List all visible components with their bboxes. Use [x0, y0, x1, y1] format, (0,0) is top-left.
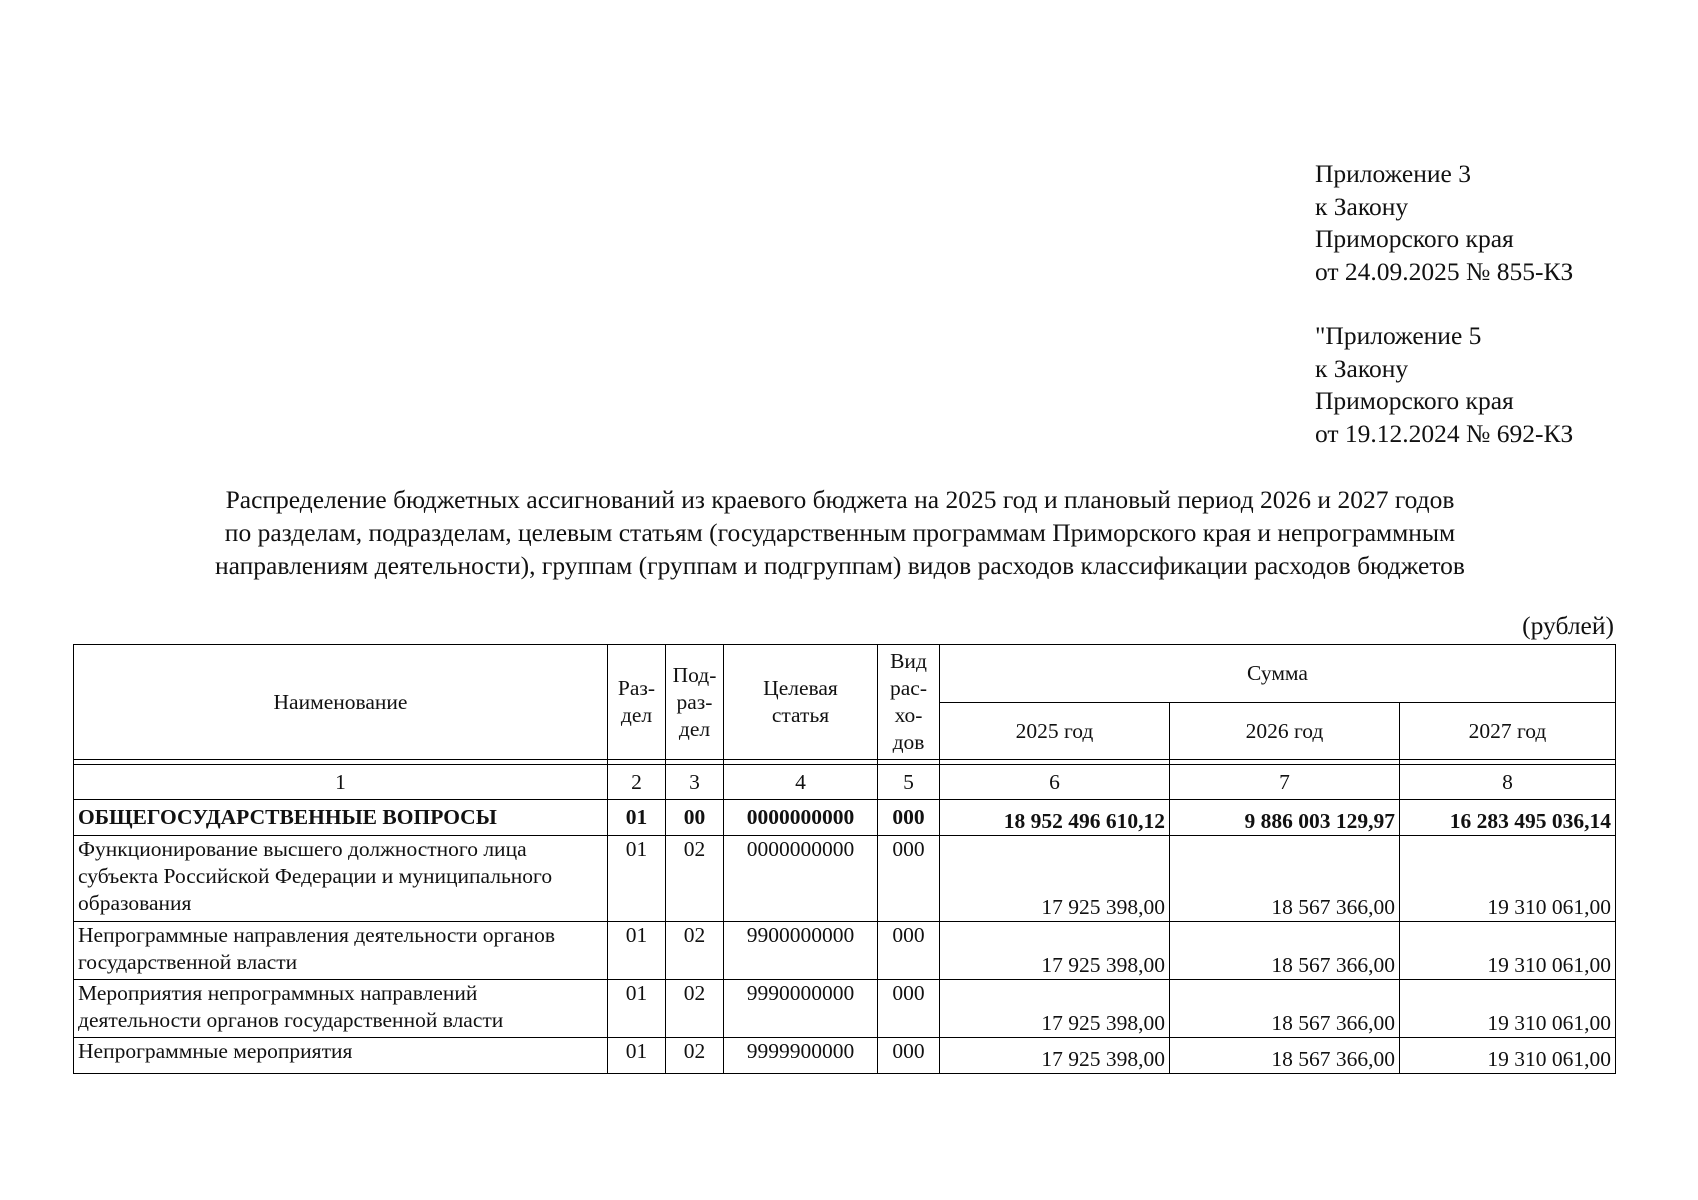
- table-row: [74, 800, 1616, 836]
- row-amount-2026: 18 567 366,00: [1170, 836, 1400, 922]
- annex-current-reference: [1315, 158, 1573, 288]
- column-number: 7: [1170, 765, 1400, 800]
- row-target: 9900000000: [724, 922, 878, 980]
- column-number: 6: [940, 765, 1170, 800]
- document-title: [60, 483, 1620, 582]
- column-number: 4: [724, 765, 878, 800]
- title-line: по разделам, подразделам, целевым статьям (государственным программам Приморского края и непрограммным: [224, 518, 1456, 547]
- row-expense-type: 000: [878, 1038, 940, 1074]
- header-sum: Сумма: [940, 645, 1616, 703]
- row-section: 01: [608, 1038, 666, 1074]
- header-section: Раз- дел: [608, 645, 666, 760]
- row-subsection: 00: [666, 800, 724, 836]
- row-amount-2027: 19 310 061,00: [1400, 1038, 1616, 1074]
- row-subsection: 02: [666, 836, 724, 922]
- row-expense-type: 000: [878, 800, 940, 836]
- column-numbers-row: [74, 765, 1616, 800]
- row-target: 0000000000: [724, 800, 878, 836]
- table-row: [74, 836, 1616, 922]
- header-year-2026: 2026 год: [1170, 703, 1400, 760]
- row-section: 01: [608, 980, 666, 1038]
- row-subsection: 02: [666, 980, 724, 1038]
- annex-amended-reference: [1315, 320, 1573, 450]
- row-section: 01: [608, 836, 666, 922]
- row-amount-2026: 9 886 003 129,97: [1170, 800, 1400, 836]
- row-name: ОБЩЕГОСУДАРСТВЕННЫЕ ВОПРОСЫ: [74, 800, 608, 836]
- row-name: Непрограммные мероприятия: [74, 1038, 608, 1074]
- row-name: Непрограммные направления деятельности органов государственной власти: [74, 922, 608, 980]
- annex-amended-line: к Закону: [1315, 353, 1409, 383]
- title-line: направлениям деятельности), группам (группам и подгруппам) видов расходов классификации расходов бюджетов: [215, 551, 1465, 580]
- column-number: 2: [608, 765, 666, 800]
- table-row: [74, 1038, 1616, 1074]
- row-amount-2027: 19 310 061,00: [1400, 922, 1616, 980]
- row-target: 9999900000: [724, 1038, 878, 1074]
- header-year-2027: 2027 год: [1400, 703, 1616, 760]
- row-subsection: 02: [666, 1038, 724, 1074]
- table-row: [74, 980, 1616, 1038]
- row-amount-2026: 18 567 366,00: [1170, 922, 1400, 980]
- row-amount-2026: 18 567 366,00: [1170, 980, 1400, 1038]
- header-expense-type: Вид рас- хо- дов: [878, 645, 940, 760]
- header-subsection: Под- раз- дел: [666, 645, 724, 760]
- annex-current-line: Приморского края: [1315, 224, 1514, 253]
- row-amount-2025: 17 925 398,00: [940, 922, 1170, 980]
- row-subsection: 02: [666, 922, 724, 980]
- row-section: 01: [608, 922, 666, 980]
- annex-amended-line: Приморского края: [1315, 386, 1514, 415]
- row-target: 9990000000: [724, 980, 878, 1038]
- annex-amended-line: от 19.12.2024 № 692-КЗ: [1315, 418, 1574, 448]
- row-amount-2027: 19 310 061,00: [1400, 980, 1616, 1038]
- row-name: Функционирование высшего должностного лица субъекта Российской Федерации и муниципального образования: [74, 836, 608, 922]
- header-name: Наименование: [74, 645, 608, 760]
- row-amount-2027: 19 310 061,00: [1400, 836, 1616, 922]
- column-number: 1: [74, 765, 608, 800]
- column-number: 8: [1400, 765, 1616, 800]
- row-name: Мероприятия непрограммных направлений деятельности органов государственной власти: [74, 980, 608, 1038]
- header-year-2025: 2025 год: [940, 703, 1170, 760]
- column-number: 5: [878, 765, 940, 800]
- table-header-row: [74, 645, 1616, 703]
- row-amount-2025: 18 952 496 610,12: [940, 800, 1170, 836]
- annex-amended-line: "Приложение 5: [1315, 321, 1482, 350]
- row-amount-2025: 17 925 398,00: [940, 836, 1170, 922]
- annex-current-line: Приложение 3: [1315, 159, 1471, 188]
- title-line: Распределение бюджетных ассигнований из краевого бюджета на 2025 год и плановый период 2026 и 2027 годов: [225, 485, 1455, 514]
- annex-current-line: к Закону: [1315, 191, 1409, 221]
- budget-table: [73, 644, 1616, 1074]
- row-amount-2025: 17 925 398,00: [940, 1038, 1170, 1074]
- row-amount-2027: 16 283 495 036,14: [1400, 800, 1616, 836]
- row-target: 0000000000: [724, 836, 878, 922]
- row-expense-type: 000: [878, 980, 940, 1038]
- row-amount-2026: 18 567 366,00: [1170, 1038, 1400, 1074]
- row-expense-type: 000: [878, 922, 940, 980]
- header-target: Целевая статья: [724, 645, 878, 760]
- column-number: 3: [666, 765, 724, 800]
- row-amount-2025: 17 925 398,00: [940, 980, 1170, 1038]
- table-row: [74, 922, 1616, 980]
- row-section: 01: [608, 800, 666, 836]
- units-label: (рублей): [1522, 611, 1614, 640]
- row-expense-type: 000: [878, 836, 940, 922]
- annex-current-line: от 24.09.2025 № 855-КЗ: [1315, 256, 1574, 286]
